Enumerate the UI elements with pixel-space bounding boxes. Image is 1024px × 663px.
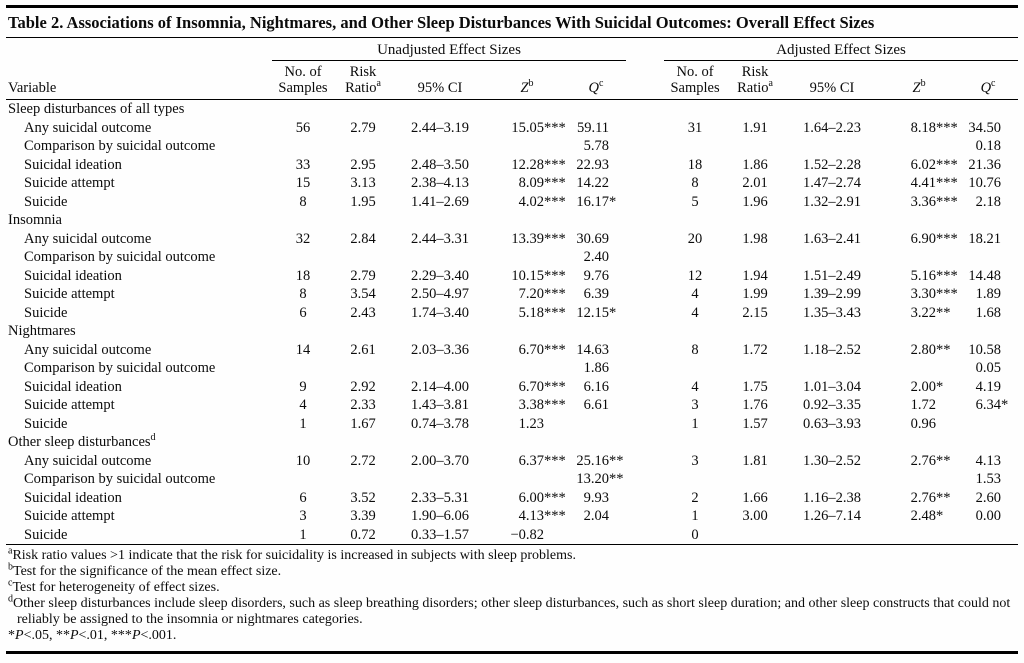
ci-cell: 2.44–3.19 (411, 119, 469, 136)
samples-cell: 3 (299, 508, 307, 524)
gap-cell (626, 230, 664, 249)
ci-cell: 2.03–3.36 (411, 341, 469, 358)
ci-cell: 2.48–3.50 (411, 156, 469, 173)
gap-cell (626, 285, 664, 304)
samples-cell (664, 359, 726, 378)
z-cell: 13.39*** (511, 230, 566, 247)
q-cell: 0.00 (975, 508, 1002, 524)
samples-cell: 1 (299, 526, 307, 543)
footnote-d: $^d$Other sleep disturbances include sleep disorders, such as sleep breathing disorders; other sleep disturbances, such as short sleep duration; and other sleep constructs that could not reliably be assigned to the insomnia or nightmares categories. (8, 593, 1011, 627)
z-cell: 3.36*** (910, 193, 958, 210)
footnote-b: $^b$Test for the significance of the mean effect size. (8, 561, 282, 579)
q-cell: 2.40 (583, 249, 610, 265)
rr-cell: 1.86 (742, 156, 768, 173)
z-cell (488, 359, 566, 378)
rr-cell (334, 470, 392, 489)
column-header-ci: 95% CI (392, 61, 488, 100)
column-header-risk-ratio: Risk Ratio$^a$ (334, 61, 392, 100)
rr-cell: 1.99 (742, 286, 768, 302)
rr-cell (726, 470, 784, 489)
section-label: Nightmares (8, 323, 76, 339)
ci-cell: 1.16–2.38 (803, 489, 862, 506)
ci-cell: 1.26–7.14 (803, 508, 862, 524)
z-cell: 6.70*** (518, 378, 566, 395)
samples-cell: 4 (299, 397, 307, 413)
rr-cell (726, 526, 784, 545)
footnote-a: $^a$Risk ratio values >1 indicate that the risk for suicidality is increased in subjects with sleep problems. (8, 545, 576, 563)
samples-cell: 3 (691, 452, 699, 469)
samples-cell: 14 (295, 341, 311, 358)
q-cell: 4.19 (975, 378, 1002, 395)
ci-cell (392, 248, 488, 267)
z-cell: 6.02*** (910, 156, 958, 173)
q-cell: 5.78 (583, 138, 610, 154)
rr-cell (726, 248, 784, 267)
rr-cell: 2.79 (350, 267, 376, 284)
variable-cell: Comparison by suicidal outcome (24, 138, 216, 154)
gap-cell (626, 526, 664, 545)
table-row (6, 396, 1018, 415)
z-cell: 1.72 (910, 397, 937, 413)
samples-cell: 6 (299, 304, 307, 321)
samples-cell (664, 248, 726, 267)
samples-cell: 8 (691, 341, 699, 358)
column-header-variable: Variable (6, 61, 272, 100)
z-cell (880, 248, 958, 267)
q-cell: 12.15* (576, 304, 617, 321)
q-cell (566, 526, 626, 545)
group-gap (626, 38, 664, 61)
column-header-q: $Q^c$ (566, 61, 626, 100)
table-row (6, 378, 1018, 397)
samples-cell: 6 (299, 489, 307, 506)
rr-cell (726, 359, 784, 378)
z-cell: 6.37*** (518, 452, 566, 469)
variable-cell: Suicide (24, 193, 68, 210)
z-cell (880, 526, 958, 545)
ci-cell: 0.74–3.78 (411, 415, 469, 432)
samples-cell (272, 470, 334, 489)
z-cell: 4.41*** (910, 175, 958, 191)
q-cell: 21.36 (968, 156, 1002, 173)
ci-cell: 1.39–2.99 (803, 286, 862, 302)
z-cell: 8.18*** (910, 119, 958, 136)
samples-cell: 1 (691, 508, 699, 524)
footnotes (6, 544, 1018, 648)
ci-cell (784, 359, 880, 378)
q-cell: 1.89 (975, 286, 1002, 302)
z-cell: 8.09*** (518, 175, 566, 191)
rr-cell: 1.96 (742, 193, 768, 210)
z-cell: −0.82 (510, 526, 544, 543)
samples-cell: 3 (691, 397, 699, 413)
gap-cell (626, 396, 664, 415)
table-row (6, 470, 1018, 489)
table-body (6, 100, 1018, 545)
ci-cell: 1.52–2.28 (803, 156, 862, 173)
rr-cell: 1.98 (742, 230, 768, 247)
z-cell: 3.22** (910, 304, 951, 321)
z-cell: 6.70*** (518, 341, 566, 358)
variable-cell: Comparison by suicidal outcome (24, 249, 216, 265)
rr-cell: 1.81 (742, 452, 768, 469)
table-row (6, 507, 1018, 526)
header-gap (626, 61, 664, 100)
q-cell (566, 415, 626, 434)
rr-cell: 3.52 (350, 489, 376, 506)
samples-cell: 8 (299, 286, 307, 302)
q-cell: 18.21 (968, 230, 1002, 247)
column-header-z: $Z^b$ (880, 61, 958, 100)
z-cell: 2.76** (910, 489, 951, 506)
rr-cell: 3.39 (350, 508, 376, 524)
ci-cell (392, 137, 488, 156)
variable-cell: Any suicidal outcome (24, 341, 152, 358)
q-cell: 14.63 (576, 341, 610, 358)
z-cell: 10.15*** (511, 267, 566, 284)
z-cell: 3.30*** (910, 286, 958, 302)
column-header-ci: 95% CI (784, 61, 880, 100)
ci-cell: 2.44–3.31 (411, 230, 469, 247)
variable-cell: Comparison by suicidal outcome (24, 471, 216, 487)
ci-cell: 1.30–2.52 (803, 452, 862, 469)
samples-cell: 2 (691, 489, 699, 506)
q-cell: 1.68 (975, 304, 1002, 321)
variable-cell: Any suicidal outcome (24, 119, 152, 136)
rr-cell: 2.92 (350, 378, 376, 395)
gap-cell (626, 119, 664, 138)
gap-cell (626, 378, 664, 397)
q-cell: 14.48 (968, 267, 1002, 284)
group-spacer (6, 38, 272, 61)
samples-cell: 33 (295, 156, 311, 173)
q-cell (958, 526, 1018, 545)
rr-cell: 3.54 (350, 286, 376, 302)
table-row (6, 174, 1018, 193)
z-cell (488, 470, 566, 489)
gap-cell (626, 470, 664, 489)
bottom-rule (6, 651, 1018, 654)
samples-cell: 1 (299, 415, 307, 432)
samples-cell: 0 (691, 526, 699, 543)
ci-cell: 1.51–2.49 (803, 267, 862, 284)
table-row (6, 489, 1018, 508)
samples-cell: 15 (295, 175, 311, 191)
ci-cell: 0.92–3.35 (803, 397, 862, 413)
rr-cell: 2.15 (742, 304, 768, 321)
q-cell: 25.16** (576, 452, 624, 469)
q-cell: 30.69 (576, 230, 610, 247)
rr-cell: 2.33 (350, 397, 376, 413)
q-cell: 10.76 (968, 175, 1002, 191)
ci-cell: 2.29–3.40 (411, 267, 469, 284)
samples-cell: 5 (691, 193, 699, 210)
z-cell: 1.23 (518, 415, 544, 432)
q-cell (958, 248, 1018, 267)
rr-cell: 3.13 (350, 175, 376, 191)
z-cell: 0.96 (910, 415, 937, 432)
ci-cell: 1.41–2.69 (411, 193, 469, 210)
rr-cell: 2.61 (350, 341, 376, 358)
z-cell: 5.18*** (518, 304, 566, 321)
q-cell: 34.50 (968, 119, 1002, 136)
table-row (6, 248, 1018, 267)
rr-cell: 1.76 (742, 397, 768, 413)
section-row (6, 100, 1018, 119)
z-cell: 6.90*** (910, 230, 958, 247)
z-cell: 15.05*** (511, 119, 566, 136)
q-cell: 14.22 (576, 175, 610, 191)
ci-cell: 1.47–2.74 (803, 175, 862, 191)
q-cell: 9.93 (583, 489, 610, 506)
z-cell: 2.00* (910, 378, 944, 395)
samples-cell: 4 (691, 378, 699, 395)
variable-cell: Suicidal ideation (24, 378, 122, 395)
rr-cell: 3.00 (742, 508, 768, 524)
variable-cell: Any suicidal outcome (24, 452, 152, 469)
q-cell: 4.13 (975, 452, 1002, 469)
table-row (6, 526, 1018, 545)
column-header-no-of-samples: No. of Samples (272, 61, 334, 100)
ci-cell: 0.33–1.57 (411, 526, 469, 543)
q-cell: 13.20** (576, 471, 624, 487)
q-cell: 6.34* (975, 397, 1009, 413)
ci-cell: 2.50–4.97 (411, 286, 469, 302)
column-header-row (6, 61, 1018, 100)
column-group-adjusted: Adjusted Effect Sizes (664, 38, 1018, 61)
q-cell: 2.04 (583, 508, 610, 524)
table-row (6, 341, 1018, 360)
samples-cell: 56 (295, 119, 311, 136)
footnote-c: $^c$Test for heterogeneity of effect sizes. (8, 577, 220, 595)
section-row (6, 433, 1018, 452)
effect-sizes-table (6, 38, 1018, 544)
ci-cell (392, 470, 488, 489)
variable-cell: Suicide (24, 415, 68, 432)
gap-cell (626, 304, 664, 323)
significance-note: *P<.05, **P<.01, ***P<.001. (8, 628, 177, 643)
rr-cell: 1.75 (742, 378, 768, 395)
ci-cell: 1.18–2.52 (803, 341, 862, 358)
table-row (6, 119, 1018, 138)
q-cell: 1.53 (975, 471, 1002, 487)
samples-cell: 18 (295, 267, 311, 284)
table-title: Table 2. Associations of Insomnia, Nightmares, and Other Sleep Disturbances With Suicidal Outcomes: Overall Effect Sizes (6, 8, 1018, 38)
gap-cell (626, 507, 664, 526)
table-header (6, 38, 1018, 100)
section-row (6, 322, 1018, 341)
samples-cell (664, 470, 726, 489)
table-row (6, 359, 1018, 378)
z-cell: 2.76** (910, 452, 951, 469)
q-cell: 0.18 (975, 138, 1002, 154)
table-row (6, 285, 1018, 304)
variable-cell: Suicidal ideation (24, 489, 122, 506)
variable-cell: Suicide attempt (24, 508, 115, 524)
samples-cell: 18 (687, 156, 703, 173)
variable-cell: Suicide attempt (24, 286, 115, 302)
z-cell (880, 359, 958, 378)
rr-cell: 2.95 (350, 156, 376, 173)
gap-cell (626, 267, 664, 286)
rr-cell (334, 359, 392, 378)
column-group-row (6, 38, 1018, 61)
section-row (6, 211, 1018, 230)
q-cell: 9.76 (583, 267, 610, 284)
z-cell (880, 470, 958, 489)
samples-cell: 4 (691, 286, 699, 302)
samples-cell: 12 (687, 267, 703, 284)
rr-cell (726, 137, 784, 156)
q-cell: 6.61 (583, 397, 610, 413)
ci-cell (784, 470, 880, 489)
ci-cell: 2.38–4.13 (411, 175, 469, 191)
ci-cell: 2.14–4.00 (411, 378, 469, 395)
gap-cell (626, 341, 664, 360)
column-header-z: $Z^b$ (488, 61, 566, 100)
ci-cell: 1.64–2.23 (803, 119, 862, 136)
samples-cell (664, 137, 726, 156)
variable-cell: Suicide (24, 526, 68, 543)
rr-cell: 1.57 (742, 415, 768, 432)
gap-cell (626, 359, 664, 378)
samples-cell: 4 (691, 304, 699, 321)
z-cell: 6.00*** (518, 489, 566, 506)
variable-cell: Suicide attempt (24, 175, 115, 191)
column-header-no-of-samples: No. of Samples (664, 61, 726, 100)
table-row (6, 193, 1018, 212)
rr-cell (334, 137, 392, 156)
rr-cell: 2.84 (350, 230, 376, 247)
rr-cell: 1.72 (742, 341, 768, 358)
rr-cell: 2.79 (350, 119, 376, 136)
z-cell: 4.02*** (518, 193, 566, 210)
variable-cell: Suicide attempt (24, 397, 115, 413)
rr-cell: 0.72 (350, 526, 376, 543)
gap-cell (626, 452, 664, 471)
z-cell (488, 137, 566, 156)
ci-cell (784, 248, 880, 267)
column-header-risk-ratio: Risk Ratio$^a$ (726, 61, 784, 100)
ci-cell: 1.74–3.40 (411, 304, 469, 321)
rr-cell: 1.91 (742, 119, 768, 136)
samples-cell: 8 (691, 175, 699, 191)
z-cell: 4.13*** (518, 508, 566, 524)
gap-cell (626, 174, 664, 193)
samples-cell: 31 (687, 119, 703, 136)
samples-cell (272, 359, 334, 378)
ci-cell: 0.63–3.93 (803, 415, 862, 432)
ci-cell: 1.63–2.41 (803, 230, 862, 247)
gap-cell (626, 193, 664, 212)
rr-cell: 1.66 (742, 489, 768, 506)
variable-cell: Comparison by suicidal outcome (24, 360, 216, 376)
rr-cell: 1.95 (350, 193, 376, 210)
z-cell (880, 137, 958, 156)
section-label: Insomnia (8, 212, 62, 228)
samples-cell: 1 (691, 415, 699, 432)
samples-cell: 32 (295, 230, 311, 247)
ci-cell: 2.33–5.31 (411, 489, 469, 506)
ci-cell: 2.00–3.70 (411, 452, 469, 469)
rr-cell (334, 248, 392, 267)
z-cell (488, 248, 566, 267)
ci-cell: 1.35–3.43 (803, 304, 862, 321)
rr-cell: 1.67 (350, 415, 376, 432)
section-label: Other sleep disturbances$^d$ (8, 432, 156, 450)
ci-cell (784, 526, 880, 545)
column-header-q: $Q^c$ (958, 61, 1018, 100)
q-cell: 2.60 (975, 489, 1002, 506)
gap-cell (626, 415, 664, 434)
table-row (6, 137, 1018, 156)
samples-cell: 9 (299, 378, 307, 395)
z-cell: 2.80** (910, 341, 951, 358)
q-cell: 59.11 (576, 119, 610, 136)
rr-cell: 2.01 (742, 175, 768, 191)
ci-cell (784, 137, 880, 156)
q-cell: 2.18 (975, 193, 1002, 210)
q-cell: 22.93 (576, 156, 610, 173)
z-cell: 2.48* (910, 508, 944, 524)
rr-cell: 1.94 (742, 267, 768, 284)
section-label: Sleep disturbances of all types (8, 101, 185, 117)
q-cell (958, 415, 1018, 434)
q-cell: 6.39 (583, 286, 610, 302)
table-row (6, 267, 1018, 286)
samples-cell: 10 (295, 452, 311, 469)
z-cell: 5.16*** (910, 267, 958, 284)
variable-cell: Any suicidal outcome (24, 230, 152, 247)
table-row (6, 304, 1018, 323)
q-cell: 1.86 (583, 360, 610, 376)
samples-cell: 8 (299, 193, 307, 210)
table-row (6, 415, 1018, 434)
q-cell: 16.17* (576, 193, 617, 210)
samples-cell (272, 137, 334, 156)
ci-cell: 1.90–6.06 (411, 508, 469, 524)
samples-cell (272, 248, 334, 267)
table-row (6, 452, 1018, 471)
variable-cell: Suicidal ideation (24, 267, 122, 284)
q-cell: 0.05 (975, 360, 1002, 376)
z-cell: 7.20*** (518, 286, 566, 302)
column-group-unadjusted: Unadjusted Effect Sizes (272, 38, 626, 61)
q-cell: 6.16 (583, 378, 610, 395)
ci-cell: 1.43–3.81 (411, 397, 469, 413)
ci-cell (392, 359, 488, 378)
variable-cell: Suicidal ideation (24, 156, 122, 173)
table-row (6, 156, 1018, 175)
ci-cell: 1.01–3.04 (803, 378, 862, 395)
z-cell: 3.38*** (518, 397, 566, 413)
ci-cell: 1.32–2.91 (803, 193, 862, 210)
gap-cell (626, 489, 664, 508)
rr-cell: 2.43 (350, 304, 376, 321)
samples-cell: 20 (687, 230, 703, 247)
table-row (6, 230, 1018, 249)
gap-cell (626, 137, 664, 156)
variable-cell: Suicide (24, 304, 68, 321)
q-cell: 10.58 (968, 341, 1002, 358)
z-cell: 12.28*** (511, 156, 566, 173)
rr-cell: 2.72 (350, 452, 376, 469)
gap-cell (626, 248, 664, 267)
gap-cell (626, 156, 664, 175)
